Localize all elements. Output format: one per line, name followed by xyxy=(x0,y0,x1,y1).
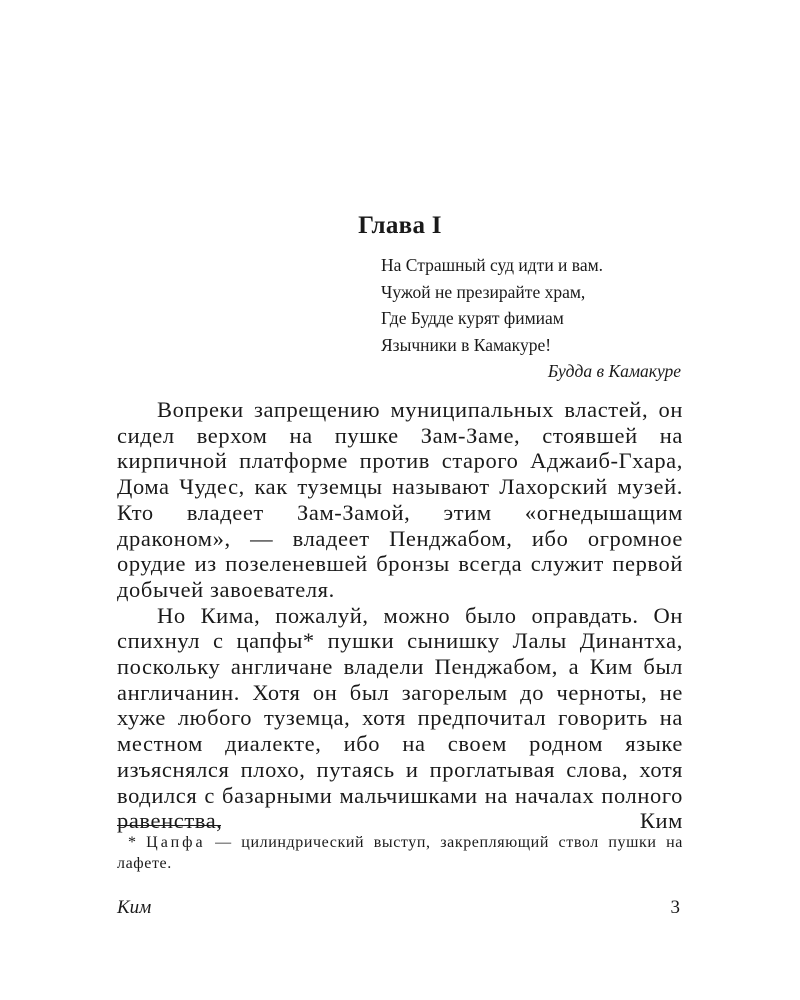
epigraph-line: Где Будде курят фимиам xyxy=(381,308,564,328)
epigraph-line: Чужой не презирайте храм, xyxy=(381,281,586,302)
paragraph-2: Но Кима, пожалуй, можно было оправдать. Он спихнул с цапфы* пушки сынишку Лалы Динантха, поскольку англичане владели Пенджабом, а Ким был англичанин. Хотя он был загорелым до черноты, не хуже любого туземца, хотя предпочитал говорить на местном диалекте, ибо на своем родном языке изъяснялся плохо, путаясь и проглатывая слова, хотя водился с базарными мальчишками на началах полного равенства, Ким xyxy=(117,602,683,834)
epigraph-source: Будда в Камакуре xyxy=(547,361,681,381)
epigraph-line: На Страшный суд идти и вам. xyxy=(381,255,604,275)
epigraph xyxy=(381,252,681,385)
body-text xyxy=(117,397,683,834)
footnote-divider xyxy=(117,825,221,826)
footnote-definition: — цилиндрический выступ, закрепляющий ствол пушки на лафете. xyxy=(117,834,683,872)
epigraph-line: Язычники в Камакуре! xyxy=(381,334,552,355)
page-number: 3 xyxy=(670,897,680,918)
footnote-marker: * xyxy=(128,834,147,851)
footnote xyxy=(117,832,683,874)
chapter-title: Глава I xyxy=(358,212,442,239)
footnote-term: Цапфа xyxy=(146,834,206,851)
running-title: Ким xyxy=(117,897,152,918)
paragraph-1: Вопреки запрещению муниципальных властей, он сидел верхом на пушке Зам-Заме, стоявшей на кирпичной платформе против старого Аджаиб-Гхара, Дома Чудес, как туземцы называют Лахорский музей. Кто владеет Зам-Замой, этим «огнедышащим драконом», — владеет Пенджабом, ибо огромное орудие из позеленевшей бронзы всегда служит первой добычей завоевателя. xyxy=(117,397,683,602)
